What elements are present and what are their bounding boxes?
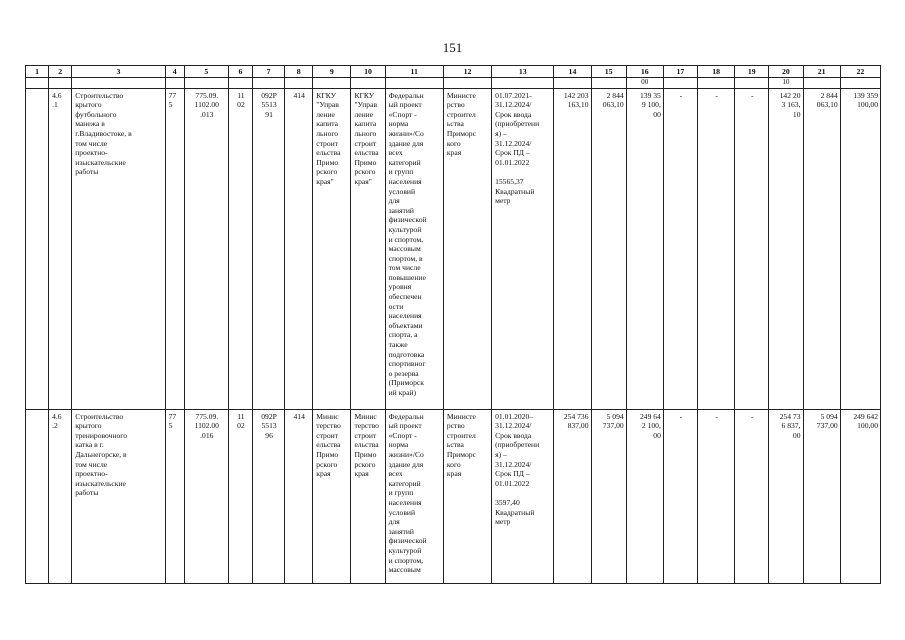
cell-item-number: 4.6 .2: [49, 409, 72, 583]
cell-col1: [26, 88, 49, 409]
col-header: 18: [698, 66, 735, 78]
col-header: 9: [313, 66, 351, 78]
col-header: 3: [72, 66, 165, 78]
cell-col18: -: [698, 409, 735, 583]
col-header: 1: [26, 66, 49, 78]
cell-col19: -: [735, 88, 769, 409]
cell-expense-type: 414: [285, 88, 313, 409]
cell-col4: 77 5: [165, 88, 184, 409]
table-row: [26, 88, 881, 409]
col-header: 14: [554, 66, 591, 78]
cell-col20: 142 20 3 163, 10: [769, 88, 803, 409]
cell-col16: 249 64 2 100, 00: [626, 409, 663, 583]
cell-section: 11 02: [228, 409, 252, 583]
col-header: 17: [663, 66, 697, 78]
cell-item-number: 4.6 .1: [49, 88, 72, 409]
cell-col21: 2 844 063,10: [803, 88, 840, 409]
cell-project: Федеральн ый проект «Спорт - норма жизни»/Со здание для всех категорий и групп населения условий для занятий физической культурой и спортом, массовым: [385, 409, 443, 583]
cell-col21: 5 094 737,00: [803, 409, 840, 583]
col-header: 22: [840, 66, 880, 78]
cell-col14: 254 736 837,00: [554, 409, 591, 583]
subheader-col20: 10: [769, 78, 803, 89]
col-header: 8: [285, 66, 313, 78]
cell-terms: 01.01.2020– 31.12.2024/ Срок ввода (приобретени я) – 31.12.2024/ Срок ПД – 01.01.2022 3597,40 Квадратный метр: [492, 409, 554, 583]
col-header: 21: [803, 66, 840, 78]
cell-col22: 139 359 100,00: [840, 88, 880, 409]
col-header: 11: [385, 66, 443, 78]
cell-col20: 254 73 6 837, 00: [769, 409, 803, 583]
cell-customer: Минис терство строит ельства Примо рского края: [313, 409, 351, 583]
cell-budget-code: 775.09. 1102.00 .016: [184, 409, 228, 583]
cell-project: Федеральн ый проект «Спорт - норма жизни»/Со здание для всех категорий и групп населения условий для занятий физической культурой и спортом, массовым спортом, в том числе повышение уровня обеспечен ости населения объектами спорта, а также подготовка спортивног о резерва (Приморск ий край): [385, 88, 443, 409]
cell-responsible: Министе рство строител ьства Приморс кого края: [443, 409, 491, 583]
budget-table: [25, 65, 881, 584]
cell-developer: КГКУ "Управ ление капита льного строит ельства Примо рского края": [351, 88, 385, 409]
cell-col4: 77 5: [165, 409, 184, 583]
cell-target-article: 092Р 5513 91: [253, 88, 285, 409]
col-header: 4: [165, 66, 184, 78]
cell-col15: 2 844 063,10: [591, 88, 626, 409]
col-header: 5: [184, 66, 228, 78]
cell-terms: 01.07.2021- 31.12.2024/ Срок ввода (приобретени я) – 31.12.2024/ Срок ПД – 01.01.2022 15565,37 Квадратный метр: [492, 88, 554, 409]
cell-col18: -: [698, 88, 735, 409]
col-header: 16: [626, 66, 663, 78]
cell-developer: Минис терство строит ельства Примо рского края: [351, 409, 385, 583]
cell-col17: -: [663, 88, 697, 409]
col-header: 10: [351, 66, 385, 78]
page-number: 151: [442, 40, 463, 55]
col-header: 19: [735, 66, 769, 78]
cell-budget-code: 775.09. 1102.00 .013: [184, 88, 228, 409]
cell-col17: -: [663, 409, 697, 583]
col-header: 7: [253, 66, 285, 78]
cell-col19: -: [735, 409, 769, 583]
cell-expense-type: 414: [285, 409, 313, 583]
subheader-col16: 00: [626, 78, 663, 89]
col-header: 15: [591, 66, 626, 78]
cell-col14: 142 203 163,10: [554, 88, 591, 409]
cell-col15: 5 094 737,00: [591, 409, 626, 583]
cell-object-name: Строительство крытого тренировочного катка в г. Дальнегорске, в том числе проектно- изыскательские работы: [72, 409, 165, 583]
cell-col1: [26, 409, 49, 583]
col-header: 12: [443, 66, 491, 78]
cell-customer: КГКУ "Управ ление капита льного строит ельства Примо рского края": [313, 88, 351, 409]
header-row: [26, 66, 881, 78]
cell-col22: 249 642 100,00: [840, 409, 880, 583]
col-header: 2: [49, 66, 72, 78]
cell-responsible: Министе рство строител ьства Приморс кого края: [443, 88, 491, 409]
cell-target-article: 092Р 5513 96: [253, 409, 285, 583]
subheader-row: [26, 78, 881, 89]
col-header: 13: [492, 66, 554, 78]
cell-section: 11 02: [228, 88, 252, 409]
table-row: [26, 409, 881, 583]
col-header: 20: [769, 66, 803, 78]
col-header: 6: [228, 66, 252, 78]
cell-object-name: Строительство крытого футбольного манежа в г.Владивостоке, в том числе проектно- изыскательские работы: [72, 88, 165, 409]
cell-col16: 139 35 9 100, 00: [626, 88, 663, 409]
